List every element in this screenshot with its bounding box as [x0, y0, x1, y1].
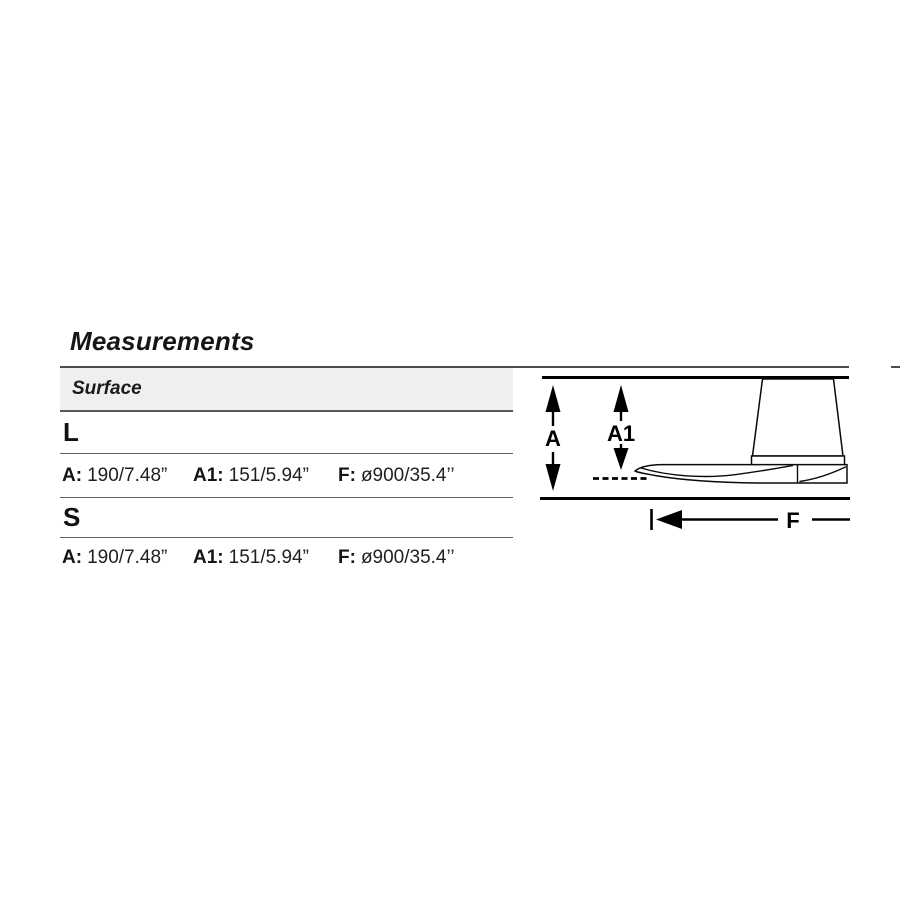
dimension-a-arrow [545, 385, 561, 491]
row-s-label: S [63, 502, 81, 532]
motor-band [752, 456, 845, 465]
arrow-left-icon [656, 510, 682, 529]
measurement-a1 [193, 538, 309, 578]
measurement-f-value: ø900/35.4’’ [360, 465, 455, 486]
arrow-up-icon [614, 385, 629, 412]
row-s-measurements [60, 538, 513, 578]
measurement-f [338, 454, 455, 497]
measurement-a-value: 190/7.48” [87, 547, 168, 568]
surface-header-label: Surface [72, 378, 142, 399]
row-l [60, 411, 513, 453]
row-l-measurements [60, 454, 513, 497]
arrow-down-icon [614, 448, 629, 470]
measurement-f-value: ø900/35.4’’ [360, 547, 455, 568]
measurement-a [62, 454, 167, 497]
page-title: Measurements [70, 326, 255, 356]
measurement-a1-value: 151/5.94” [228, 465, 309, 486]
dimension-a1-label: A1 [606, 421, 636, 446]
measurement-f [338, 538, 455, 578]
measurement-a1-key: A1: [193, 547, 224, 568]
measurement-a1 [193, 454, 309, 497]
surface-header-row [60, 368, 513, 410]
measurement-a-key: A: [62, 547, 83, 568]
dimension-a-label: A [545, 426, 561, 451]
arrow-down-icon [546, 464, 561, 491]
measurement-f-key: F: [338, 547, 356, 568]
row-s [60, 498, 513, 537]
measurement-a-key: A: [62, 465, 83, 486]
dimension-a1-arrow [607, 385, 635, 470]
fan-side-view-diagram [535, 360, 865, 535]
measurement-a1-value: 151/5.94” [228, 547, 309, 568]
measurement-a [62, 538, 167, 578]
measurement-a-value: 190/7.48” [87, 465, 168, 486]
arrow-up-icon [546, 385, 561, 412]
dimension-f-line [652, 508, 851, 533]
table-top-rule-edge-fragment [891, 366, 900, 368]
dimension-f-label: F [786, 508, 800, 533]
measurement-a1-key: A1: [193, 465, 224, 486]
measurement-f-key: F: [338, 465, 356, 486]
row-l-label: L [63, 416, 79, 447]
motor-housing [753, 379, 844, 456]
